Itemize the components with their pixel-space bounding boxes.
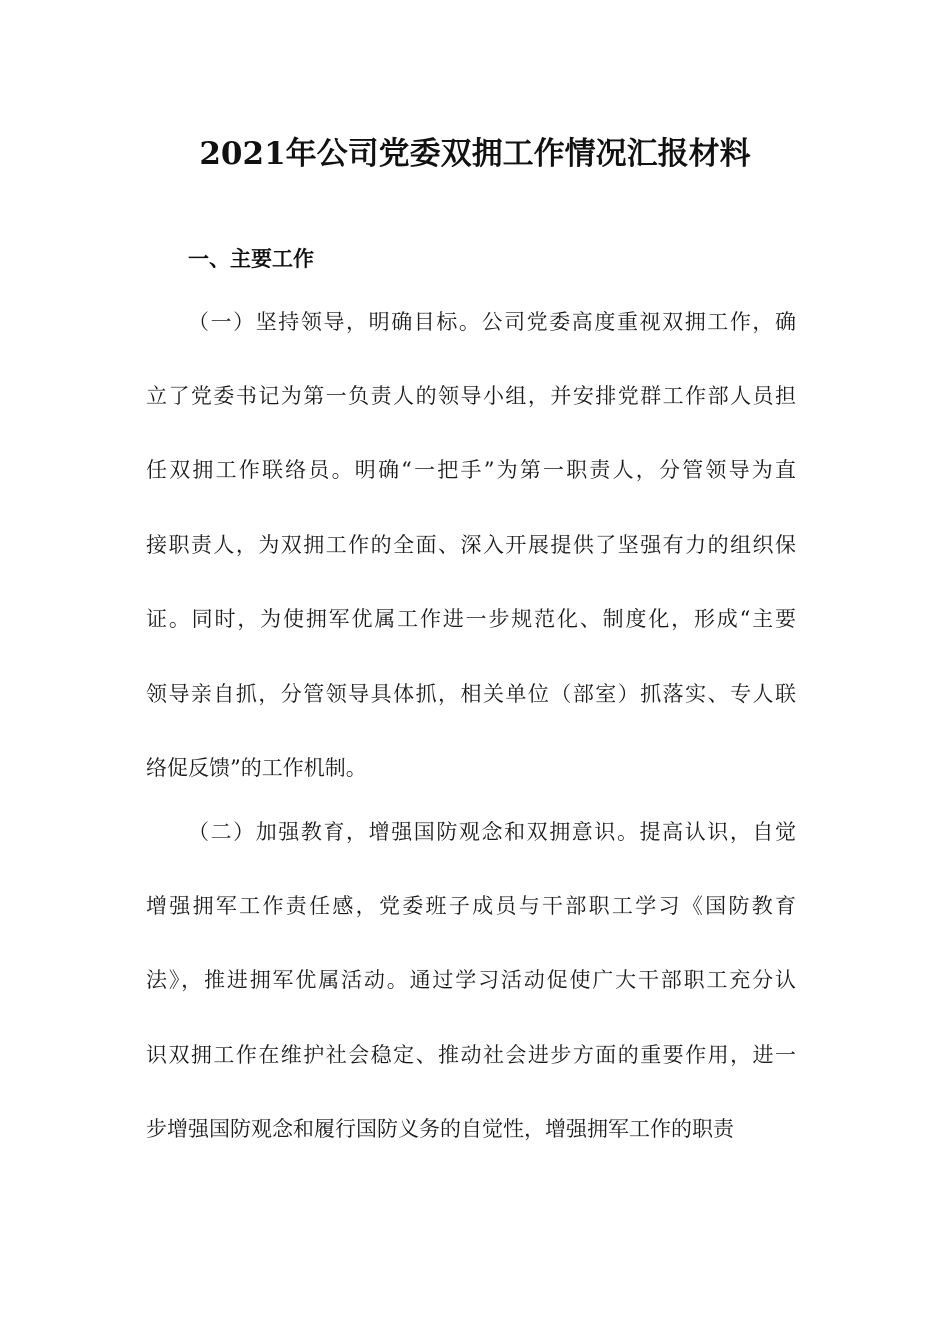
paragraph-line: 识双拥工作在维护社会稳定、推动社会进步方面的重要作用，进一 — [146, 1043, 796, 1067]
paragraph-line: （二）加强教育，增强国防观念和双拥意识。提高认识，自觉 — [188, 820, 796, 844]
paragraph-line: 法》，推进拥军优属活动。通过学习活动促使广大干部职工充分认 — [146, 968, 796, 992]
paragraph-line: 证。同时，为使拥军优属工作进一步规范化、制度化，形成“主要 — [146, 607, 796, 631]
paragraph-line: （一）坚持领导，明确目标。公司党委高度重视双拥工作，确 — [188, 310, 796, 334]
paragraph-line: 任双拥工作联络员。明确“一把手”为第一职责人，分管领导为直 — [146, 458, 796, 482]
paragraph-line: 领导亲自抓，分管领导具体抓，相关单位（部室）抓落实、专人联 — [146, 682, 796, 706]
section-heading: 一、主要工作 — [188, 247, 314, 271]
paragraph-line: 接职责人，为双拥工作的全面、深入开展提供了坚强有力的组织保 — [146, 533, 796, 557]
paragraph-line: 络促反馈”的工作机制。 — [146, 756, 367, 780]
paragraph-line: 增强拥军工作责任感，党委班子成员与干部职工学习《国防教育 — [146, 894, 796, 918]
paragraph-line: 步增强国防观念和履行国防义务的自觉性，增强拥军工作的职责 — [146, 1117, 734, 1141]
document-title: 2021年公司党委双拥工作情况汇报材料 — [199, 136, 751, 172]
paragraph-line: 立了党委书记为第一负责人的领导小组，并安排党群工作部人员担 — [146, 384, 796, 408]
